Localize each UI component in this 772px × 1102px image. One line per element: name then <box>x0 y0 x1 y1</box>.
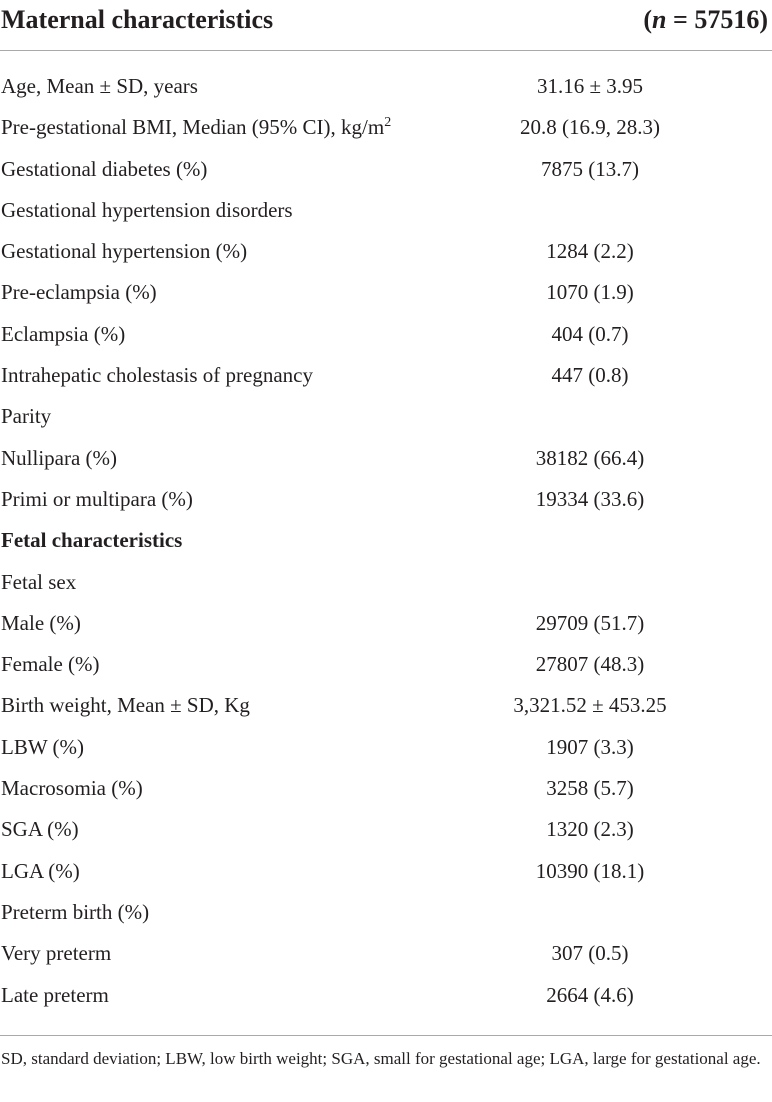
row-label: Fetal sex <box>1 569 77 594</box>
table-row <box>0 563 772 604</box>
row-label: Birth weight, Mean ± SD, Kg <box>1 693 250 718</box>
header-divider <box>0 50 772 51</box>
table-row <box>0 769 772 810</box>
row-label: LBW (%) <box>1 734 85 759</box>
table-row <box>0 67 772 108</box>
table-row <box>0 810 772 851</box>
row-value: 38182 (66.4) <box>535 445 645 470</box>
header-n-symbol: n <box>652 5 667 34</box>
row-label: Female (%) <box>1 652 100 677</box>
row-label: Eclampsia (%) <box>1 321 126 346</box>
table-row <box>0 439 772 480</box>
table-row <box>0 273 772 314</box>
row-value: 307 (0.5) <box>551 941 629 966</box>
table-row <box>0 356 772 397</box>
row-value: 31.16 ± 3.95 <box>536 74 644 98</box>
row-label: LGA (%) <box>1 858 80 883</box>
row-label: Macrosomia (%) <box>1 776 143 801</box>
row-value: 447 (0.8) <box>551 363 629 388</box>
row-label: Age, Mean ± SD, years <box>1 74 198 98</box>
row-value: 1284 (2.2) <box>546 239 634 264</box>
table-row <box>0 852 772 893</box>
table-row <box>0 976 772 1017</box>
row-label-text: Pre-gestational BMI, Median (95% CI), kg/m <box>1 115 385 140</box>
row-label: Late preterm <box>1 982 109 1007</box>
table-header <box>0 0 772 50</box>
row-value: 7875 (13.7) <box>541 156 639 181</box>
row-label: SGA (%) <box>1 817 79 842</box>
table-row <box>0 934 772 975</box>
row-value: 29709 (51.7) <box>535 610 645 635</box>
section-heading-row <box>0 521 772 562</box>
row-label: Male (%) <box>1 610 81 635</box>
header-n-value: = 57516) <box>666 5 768 34</box>
row-label: Very preterm <box>1 941 112 966</box>
section-heading: Fetal characteristics <box>1 528 183 553</box>
row-value: 3258 (5.7) <box>546 776 634 801</box>
table-row <box>0 728 772 769</box>
row-value: 10390 (18.1) <box>535 858 645 883</box>
row-value: 27807 (48.3) <box>535 652 645 677</box>
table-row <box>0 645 772 686</box>
row-label: Nullipara (%) <box>1 445 118 470</box>
table-row <box>0 108 772 149</box>
table-row <box>0 232 772 273</box>
header-sample-size <box>643 2 768 38</box>
row-label: Parity <box>1 404 52 429</box>
row-label: Preterm birth (%) <box>1 899 150 924</box>
row-value: 20.8 (16.9, 28.3) <box>520 115 660 140</box>
footer-divider <box>0 1035 772 1036</box>
row-label: Pre-eclampsia (%) <box>1 280 157 305</box>
table-body <box>0 67 772 1017</box>
row-label: Gestational hypertension (%) <box>1 239 248 264</box>
row-value: 1907 (3.3) <box>546 734 634 759</box>
table-row <box>0 480 772 521</box>
table-footnote: SD, standard deviation; LBW, low birth weight; SGA, small for gestational age; LGA, large for gestational age. <box>1 1049 761 1068</box>
table-row <box>0 191 772 232</box>
table-row <box>0 315 772 356</box>
row-label: Primi or multipara (%) <box>1 486 193 511</box>
table-row <box>0 604 772 645</box>
row-label: Gestational hypertension disorders <box>1 197 293 222</box>
table-row <box>0 893 772 934</box>
row-value: 404 (0.7) <box>551 321 629 346</box>
row-label: Gestational diabetes (%) <box>1 156 208 181</box>
header-n-open: ( <box>643 5 653 34</box>
row-label-superscript: 2 <box>384 115 392 131</box>
row-value: 3,321.52 ± 453.25 <box>513 693 667 718</box>
row-value: 1070 (1.9) <box>546 280 634 305</box>
table-row <box>0 686 772 727</box>
table-row <box>0 150 772 191</box>
row-value: 19334 (33.6) <box>535 486 645 511</box>
row-value: 1320 (2.3) <box>546 817 634 842</box>
row-value: 2664 (4.6) <box>546 982 634 1007</box>
table-row <box>0 397 772 438</box>
row-label <box>1 112 391 142</box>
header-label: Maternal characteristics <box>1 5 274 34</box>
row-label: Intrahepatic cholestasis of pregnancy <box>1 363 313 388</box>
